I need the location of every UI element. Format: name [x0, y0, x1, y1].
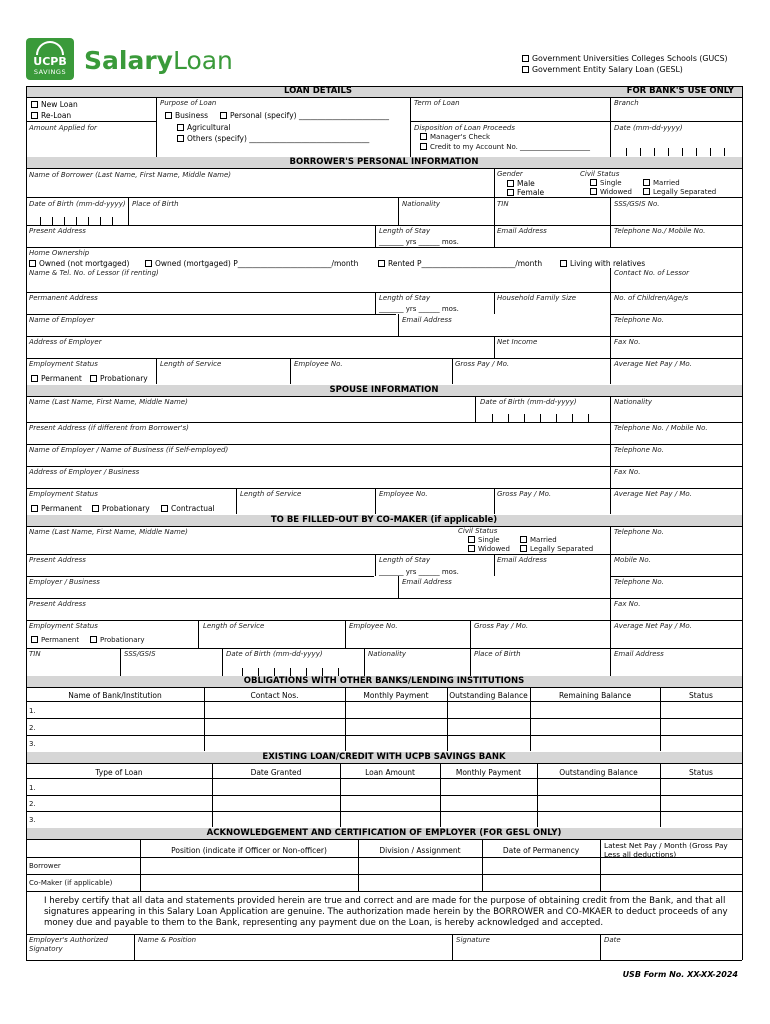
comaker-employment-status-label: Employment Status — [29, 622, 98, 630]
owned-not-option[interactable] — [29, 259, 129, 268]
gesl-label: Government Entity Salary Loan (GESL) — [532, 65, 683, 74]
widowed-label: Widowed — [600, 188, 632, 196]
comaker-permanent-label: Permanent — [41, 636, 80, 644]
comaker-employee-no-label: Employee No. — [349, 622, 398, 630]
female-option[interactable] — [507, 188, 544, 197]
employer-email-label: Email Address — [402, 316, 452, 324]
employer-address-label: Address of Employer — [29, 338, 102, 346]
business-checkbox[interactable] — [165, 112, 172, 119]
female-checkbox[interactable] — [507, 189, 514, 196]
ack-section-title — [26, 828, 742, 839]
ex-header-status: Status — [689, 768, 713, 777]
telephone-mobile-label: Telephone No./ Mobile No. — [614, 227, 706, 235]
children-label: No. of Children/Age/s — [614, 294, 689, 302]
program-gucs[interactable] — [522, 54, 728, 63]
credit-account-checkbox[interactable] — [420, 143, 427, 150]
comaker-fax-label: Fax No. — [614, 600, 641, 608]
lessor-label: Name & Tel. No. of Lessor (if renting) — [29, 269, 159, 277]
comaker-present-address-label: Present Address — [29, 556, 86, 564]
married-option[interactable] — [643, 179, 680, 187]
spouse-dob-boxes[interactable] — [478, 412, 608, 422]
spouse-employment-status-label: Employment Status — [29, 490, 98, 498]
comaker-avg-net-pay-label: Average Net Pay / Mo. — [614, 622, 692, 630]
re-loan-label: Re-Loan — [41, 111, 72, 120]
widowed-checkbox[interactable] — [590, 188, 597, 195]
brand-salary: Salary — [84, 46, 173, 75]
term-label: Term of Loan — [414, 99, 460, 107]
comaker-single-label: Single — [478, 536, 500, 544]
logo-bottom-text: SAVINGS — [33, 68, 67, 76]
living-checkbox[interactable] — [560, 260, 567, 267]
single-checkbox[interactable] — [590, 179, 597, 186]
dob-label: Date of Birth (mm-dd-yyyy) — [29, 200, 126, 208]
credit-account-option[interactable] — [420, 143, 590, 151]
legally-separated-label: Legally Separated — [653, 188, 717, 196]
comaker-employer-label: Employer / Business — [29, 578, 100, 586]
spouse-length-service-label: Length of Service — [240, 490, 302, 498]
dob-boxes[interactable] — [30, 215, 126, 225]
permanent-checkbox[interactable] — [31, 375, 38, 382]
obl-row-1: 1. — [29, 707, 36, 715]
sss-label: SSS/GSIS No. — [614, 200, 660, 208]
date-label: Date (mm-dd-yyyy) — [614, 124, 683, 132]
existing-section-title — [26, 752, 742, 763]
spouse-telephone-label: Telephone No. — [614, 446, 664, 454]
spouse-permanent-label: Permanent — [41, 504, 82, 513]
obl-header-monthly: Monthly Payment — [363, 691, 429, 700]
owned-not-label: Owned (not mortgaged) — [39, 259, 130, 268]
length-service-label: Length of Service — [160, 360, 222, 368]
married-label: Married — [653, 179, 680, 187]
fax-label: Fax No. — [614, 338, 641, 346]
comaker-probationary-option[interactable] — [90, 636, 145, 644]
spouse-contractual-option[interactable] — [161, 504, 215, 513]
borrower-section-title — [26, 157, 742, 168]
spouse-fax-label: Fax No. — [614, 468, 641, 476]
comaker-married-checkbox[interactable] — [520, 536, 527, 543]
amount-applied-label: Amount Applied for — [29, 124, 97, 132]
spouse-nationality-label: Nationality — [614, 398, 653, 406]
obl-header-remaining: Remaining Balance — [558, 691, 632, 700]
gucs-checkbox[interactable] — [522, 55, 529, 62]
new-loan-label: New Loan — [41, 100, 78, 109]
spouse-probationary-option[interactable] — [92, 504, 150, 513]
obl-row-3: 3. — [29, 740, 36, 748]
ex-header-outstanding: Outstanding Balance — [559, 768, 638, 777]
obl-header-bank: Name of Bank/Institution — [68, 691, 162, 700]
bank-date-boxes[interactable] — [614, 148, 738, 156]
logo-top-text: UCPB — [33, 55, 67, 68]
married-checkbox[interactable] — [643, 179, 650, 186]
obl-header-contact: Contact Nos. — [250, 691, 299, 700]
managers-check-checkbox[interactable] — [420, 133, 427, 140]
comaker-widowed-label: Widowed — [478, 545, 510, 553]
spouse-gross-pay-label: Gross Pay / Mo. — [497, 490, 552, 498]
obl-header-outstanding: Outstanding Balance — [449, 691, 528, 700]
rented-label: Rented P_________________________/month — [388, 259, 543, 268]
owned-not-checkbox[interactable] — [29, 260, 36, 267]
length-stay-2-value[interactable]: _______ yrs ______ mos. — [379, 305, 459, 313]
spouse-avg-net-pay-label: Average Net Pay / Mo. — [614, 490, 692, 498]
single-label: Single — [600, 179, 622, 187]
ack-header-position: Position (indicate if Officer or Non-officer) — [171, 846, 327, 855]
credit-account-label: Credit to my Account No. ____________________ — [430, 143, 591, 151]
spouse-contractual-label: Contractual — [171, 504, 215, 513]
male-option[interactable] — [507, 179, 535, 188]
nationality-label: Nationality — [402, 200, 441, 208]
comaker-permanent-checkbox[interactable] — [31, 636, 38, 643]
signature-label: Signature — [456, 936, 490, 944]
male-checkbox[interactable] — [507, 180, 514, 187]
home-ownership-label: Home Ownership — [29, 249, 90, 257]
agricultural-checkbox[interactable] — [177, 124, 184, 131]
gross-pay-label: Gross Pay / Mo. — [455, 360, 510, 368]
comaker-legally-separated-label: Legally Separated — [530, 545, 594, 553]
probationary-option[interactable] — [90, 374, 148, 383]
banks-use-title — [610, 86, 742, 97]
purpose-label: Purpose of Loan — [160, 99, 217, 107]
net-income-label: Net Income — [497, 338, 538, 346]
tin-label: TIN — [497, 200, 509, 208]
permanent-address-label: Permanent Address — [29, 294, 98, 302]
signature-date-label: Date — [604, 936, 621, 944]
ack-borrower-label: Borrower — [29, 862, 61, 870]
comaker-widowed-checkbox[interactable] — [468, 545, 475, 552]
living-label: Living with relatives — [570, 259, 646, 268]
employer-name-label: Name of Employer — [29, 316, 95, 324]
comaker-gross-pay-label: Gross Pay / Mo. — [474, 622, 529, 630]
name-position-label: Name & Position — [138, 936, 197, 944]
comaker-civil-status-label: Civil Status — [458, 527, 498, 535]
spouse-permanent-checkbox[interactable] — [31, 505, 38, 512]
re-loan-checkbox[interactable] — [31, 112, 38, 119]
widowed-option[interactable] — [590, 188, 632, 196]
contact-lessor-label: Contact No. of Lessor — [614, 269, 690, 277]
employer-telephone-label: Telephone No. — [614, 316, 664, 324]
agricultural-label: Agricultural — [187, 123, 231, 132]
length-stay-2-label: Length of Stay — [379, 294, 431, 302]
comaker-section-title — [26, 515, 742, 526]
legally-separated-option[interactable] — [643, 188, 716, 196]
spouse-employer-label: Name of Employer / Name of Business (if Self-employed) — [29, 446, 229, 454]
comaker-legally-separated-checkbox[interactable] — [520, 545, 527, 552]
comaker-present-address2-label: Present Address — [29, 600, 86, 608]
comaker-length-stay-label: Length of Stay — [379, 556, 431, 564]
ack-header-latest-pay: Latest Net Pay / Month (Gross Pay Less all deductions) — [604, 841, 728, 859]
logo-swirl-icon — [36, 41, 64, 55]
comaker-telephone-label: Telephone No. — [614, 528, 664, 536]
borrower-section-title-text: BORROWER'S PERSONAL INFORMATION — [289, 157, 479, 167]
comaker-name-label: Name (Last Name, First Name, Middle Name) — [29, 528, 188, 536]
spouse-dob-label: Date of Birth (mm-dd-yyyy) — [480, 398, 577, 406]
present-address-label: Present Address — [29, 227, 86, 235]
agricultural-option[interactable] — [177, 123, 230, 132]
comaker-length-service-label: Length of Service — [203, 622, 265, 630]
managers-check-label: Manager's Check — [430, 133, 491, 141]
male-label: Male — [517, 179, 535, 188]
ucpb-logo — [26, 38, 74, 80]
comaker-legally-separated-option[interactable] — [520, 545, 593, 553]
comaker-sss-label: SSS/GSIS — [124, 650, 156, 658]
comaker-dob-label: Date of Birth (mm-dd-yyyy) — [226, 650, 323, 658]
comaker-probationary-label: Probationary — [100, 636, 145, 644]
comaker-length-stay-value[interactable]: _______ yrs ______ mos. — [379, 568, 459, 576]
comaker-dob-boxes[interactable] — [226, 666, 362, 676]
pob-label: Place of Birth — [132, 200, 179, 208]
spouse-contractual-checkbox[interactable] — [161, 505, 168, 512]
probationary-label: Probationary — [100, 374, 148, 383]
form-number: USB Form No. XX-XX-2024 — [622, 970, 738, 979]
comaker-email3-label: Email Address — [614, 650, 664, 658]
rented-checkbox[interactable] — [378, 260, 385, 267]
program-gesl[interactable] — [522, 65, 683, 74]
spouse-telephone-mobile-label: Telephone No. / Mobile No. — [614, 424, 708, 432]
comaker-single-checkbox[interactable] — [468, 536, 475, 543]
authorized-signatory-label: Employer's Authorized Signatory — [29, 936, 108, 953]
comaker-single-option[interactable] — [468, 536, 500, 544]
ex-header-monthly: Monthly Payment — [455, 768, 522, 777]
comaker-pob-label: Place of Birth — [474, 650, 521, 658]
ex-row-1: 1. — [29, 784, 36, 792]
spouse-section-title-text: SPOUSE INFORMATION — [329, 385, 439, 395]
gender-label: Gender — [497, 170, 523, 178]
ex-row-3: 3. — [29, 816, 36, 824]
owned-mort-option[interactable] — [145, 259, 358, 268]
obligations-section-title-text: OBLIGATIONS WITH OTHER BANKS/LENDING INSTITUTIONS — [243, 676, 525, 686]
spouse-name-label: Name (Last Name, First Name, Middle Name) — [29, 398, 188, 406]
comaker-widowed-option[interactable] — [468, 545, 510, 553]
business-label: Business — [175, 111, 209, 120]
gesl-checkbox[interactable] — [522, 66, 529, 73]
owned-mort-checkbox[interactable] — [145, 260, 152, 267]
others-option[interactable] — [177, 134, 369, 143]
existing-section-title-text: EXISTING LOAN/CREDIT WITH UCPB SAVINGS BANK — [262, 752, 506, 762]
comaker-email-label: Email Address — [497, 556, 547, 564]
female-label: Female — [517, 188, 545, 197]
permanent-label: Permanent — [41, 374, 82, 383]
comaker-probationary-checkbox[interactable] — [90, 636, 97, 643]
avg-net-pay-label: Average Net Pay / Mo. — [614, 360, 692, 368]
ex-header-amount: Loan Amount — [365, 768, 415, 777]
ex-header-type: Type of Loan — [95, 768, 143, 777]
branch-label: Branch — [614, 99, 639, 107]
loan-details-title-text: LOAN DETAILS — [283, 86, 353, 96]
legally-separated-checkbox[interactable] — [643, 188, 650, 195]
length-stay-value[interactable]: _______ yrs ______ mos. — [379, 238, 459, 246]
disposition-label: Disposition of Loan Proceeds — [414, 124, 515, 132]
comaker-permanent-option[interactable] — [31, 636, 79, 644]
spouse-probationary-checkbox[interactable] — [92, 505, 99, 512]
personal-label: Personal (specify) ________________________ — [230, 111, 389, 120]
gucs-label: Government Universities Colleges Schools (GUCS) — [532, 54, 728, 63]
email-label: Email Address — [497, 227, 547, 235]
living-option[interactable] — [560, 259, 645, 268]
comaker-married-label: Married — [530, 536, 557, 544]
ack-header-division: Division / Assignment — [379, 846, 461, 855]
ex-header-date: Date Granted — [250, 768, 302, 777]
obligations-section-title — [26, 676, 742, 687]
employment-status-label: Employment Status — [29, 360, 98, 368]
spouse-permanent-option[interactable] — [31, 504, 82, 513]
household-label: Household Family Size — [497, 294, 577, 302]
probationary-checkbox[interactable] — [90, 375, 97, 382]
personal-checkbox[interactable] — [220, 112, 227, 119]
length-stay-label: Length of Stay — [379, 227, 431, 235]
employee-no-label: Employee No. — [294, 360, 343, 368]
spouse-employee-no-label: Employee No. — [379, 490, 428, 498]
certification-text: I hereby certify that all data and statements provided herein are true and correct and are made for the purpose of obtaining credit from the Bank, and that all signatures appearing in this Salary Loan Application are genuine. The authorization made herein by the BORROWER and CO-MKAER to deduct proceeds of any money due and payable to them to the Bank, representing any payment due on the Loan, is hereby acknowledged and accepted. — [44, 896, 728, 928]
comaker-married-option[interactable] — [520, 536, 557, 544]
business-option[interactable] — [165, 111, 208, 120]
loan-details-title — [26, 86, 610, 97]
comaker-telephone2-label: Telephone No. — [614, 578, 664, 586]
permanent-option[interactable] — [31, 374, 82, 383]
others-label: Others (specify) ________________________________ — [187, 134, 370, 143]
rented-option[interactable] — [378, 259, 542, 268]
ack-header-permanency: Date of Permanency — [502, 846, 580, 855]
comaker-tin-label: TIN — [29, 650, 41, 658]
borrower-name-label: Name of Borrower (Last Name, First Name, Middle Name) — [29, 171, 232, 179]
comaker-mobile-label: Mobile No. — [614, 556, 651, 564]
new-loan-option[interactable] — [31, 100, 78, 109]
managers-check-option[interactable] — [420, 133, 490, 141]
owned-mort-label: Owned (mortgaged) P_________________________/month — [155, 259, 359, 268]
ex-row-2: 2. — [29, 800, 36, 808]
spouse-address-employer-label: Address of Employer / Business — [29, 468, 140, 476]
comaker-email2-label: Email Address — [402, 578, 452, 586]
comaker-section-title-text: TO BE FILLED-OUT BY CO-MAKER (if applicable) — [270, 515, 498, 525]
obl-row-2: 2. — [29, 724, 36, 732]
brand-title — [84, 46, 233, 75]
single-option[interactable] — [590, 179, 622, 187]
civil-status-label: Civil Status — [580, 170, 620, 178]
banks-use-title-text: FOR BANK'S USE ONLY — [626, 86, 734, 96]
brand-loan: Loan — [172, 46, 233, 75]
obl-header-status: Status — [689, 691, 713, 700]
spouse-section-title — [26, 385, 742, 396]
personal-option[interactable] — [220, 111, 389, 120]
new-loan-checkbox[interactable] — [31, 101, 38, 108]
others-checkbox[interactable] — [177, 135, 184, 142]
re-loan-option[interactable] — [31, 111, 71, 120]
ack-comaker-label: Co-Maker (if applicable) — [29, 879, 113, 887]
ack-section-title-text: ACKNOWLEDGEMENT AND CERTIFICATION OF EMPLOYER (FOR GESL ONLY) — [206, 828, 562, 838]
spouse-present-address-label: Present Address (if different from Borrower's) — [29, 424, 189, 432]
comaker-nationality-label: Nationality — [368, 650, 407, 658]
spouse-probationary-label: Probationary — [102, 504, 150, 513]
